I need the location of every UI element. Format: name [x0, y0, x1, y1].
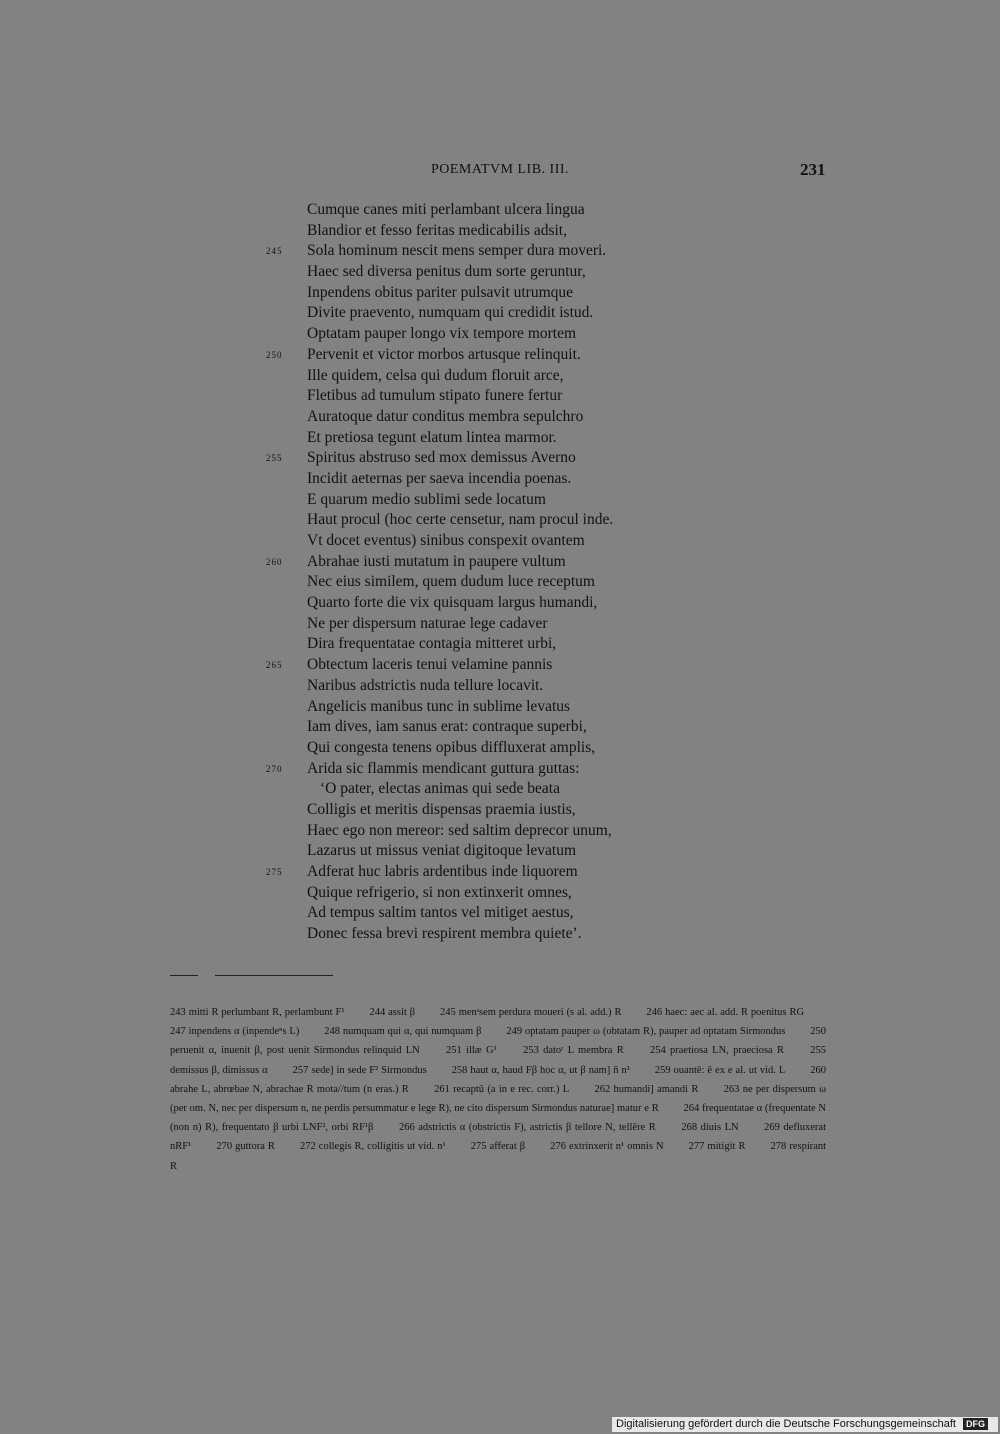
apparatus-note: 264 frequentatae α (frequentate N (non n) R), frequentato β urbi LNF², orbi RF¹β	[170, 1103, 826, 1134]
verse-text: Qui congesta tenens opibus diffluxerat amplis,	[307, 738, 596, 756]
verse-text: Quarto forte die vix quisquam largus humandi,	[307, 594, 598, 612]
verse-text: Spiritus abstruso sed mox demissus Averno	[307, 449, 576, 467]
verse-text: Pervenit et victor morbos artusque relinquit.	[307, 345, 581, 363]
verse-line	[0, 241, 1000, 262]
verse-line	[0, 903, 1000, 924]
verse-line	[0, 800, 1000, 821]
line-number: 255	[266, 453, 283, 464]
verse-line	[0, 883, 1000, 904]
verse-text: Quique refrigerio, si non extinxerit omnes,	[307, 883, 572, 901]
verse-line	[0, 386, 1000, 407]
verse-line	[0, 717, 1000, 738]
apparatus-note: 259 ouantē: ē ex e al. ut vid. L	[654, 1064, 786, 1076]
verse-line	[0, 697, 1000, 718]
critical-apparatus	[170, 1003, 826, 1176]
apparatus-note: 245 menˢsem perdura moueri (s al. add.) R	[440, 1007, 622, 1018]
verse-text: E quarum medio sublimi sede locatum	[307, 490, 546, 508]
credit-text: Digitalisierung gefördert durch die Deutsche Forschungsgemeinschaft	[616, 1418, 956, 1430]
apparatus-note: 246 haec: aec al. add. R poenitus RG	[646, 1007, 805, 1018]
verse-text: ‘O pater, electas animas qui sede beata	[320, 780, 560, 798]
verse-text: Incidit aeternas per saeva incendia poenas.	[307, 469, 572, 487]
apparatus-note: 251 illæ G¹	[446, 1045, 497, 1057]
footnote-rule-short	[170, 975, 198, 976]
verse-text: Vt docet eventus) sinibus conspexit ovantem	[307, 532, 585, 549]
verse-line	[0, 510, 1000, 531]
dfg-logo: DFG	[963, 1418, 988, 1430]
verse-text: Iam dives, iam sanus erat: contraque superbi,	[307, 718, 587, 736]
verse-text: Optatam pauper longo vix tempore mortem	[307, 325, 577, 343]
running-title: POEMATVM LIB. III.	[430, 162, 570, 177]
verse-text: Sola hominum nescit mens semper dura moveri.	[307, 242, 607, 260]
verse-line	[0, 428, 1000, 449]
apparatus-note: 278 respirant R	[170, 1141, 827, 1172]
apparatus-note: 253 datoʳ L membra R	[523, 1045, 624, 1057]
apparatus-note: 255 demissus β, dimissus α	[170, 1045, 827, 1076]
verse-line	[0, 634, 1000, 655]
verse-text: Obtectum laceris tenui velamine pannis	[307, 656, 553, 674]
verse-line	[0, 841, 1000, 862]
verse-text: Auratoque datur conditus membra sepulchro	[307, 407, 584, 425]
line-number: 250	[266, 349, 283, 360]
line-number: 275	[266, 867, 283, 877]
line-number: 260	[266, 556, 283, 567]
apparatus-note: 258 haut α, haud Fβ hoc α, ut β nam] ñ n¹	[451, 1064, 630, 1076]
apparatus-note: 268 diuis LN	[681, 1122, 739, 1134]
verse-line	[0, 262, 1000, 283]
verse-line	[0, 759, 1000, 780]
verse-text: Fletibus ad tumulum stipato funere fertur	[307, 387, 563, 405]
verse-line	[0, 655, 1000, 676]
verse-text: Arida sic flammis mendicant guttura guttas:	[307, 759, 580, 777]
verse-line	[0, 862, 1000, 883]
verse-line	[0, 738, 1000, 759]
verse-text: Angelicis manibus tunc in sublime levatus	[307, 697, 571, 715]
apparatus-note: 243 mitti R perlumbant R, perlambunt F¹	[170, 1007, 345, 1018]
footnote-rule-long	[215, 975, 333, 976]
verse-text: Haec ego non mereor: sed saltim deprecor unum,	[307, 821, 612, 839]
apparatus-note: 250 peruenit α, inuenit β, post uenit Sirmondus relinquid LN	[170, 1026, 827, 1057]
verse-line	[0, 552, 1000, 573]
verse-text: Et pretiosa tegunt elatum lintea marmor.	[307, 428, 557, 446]
verse-line	[0, 593, 1000, 614]
apparatus-note: 277 mitigit R	[688, 1141, 746, 1153]
verse-text: Abrahae iusti mutatum in paupere vultum	[307, 552, 566, 570]
verse-text: Donec fessa brevi respirent membra quiete’.	[307, 925, 582, 943]
apparatus-note: 263 ne per dispersum ω (per om. N, nec per dispersum n, ne perdis persummatur e lege R), ne cito dispersum Sirmondus naturae] matur e R	[170, 1083, 827, 1115]
verse-text: Adferat huc labris ardentibus inde liquorem	[307, 863, 578, 880]
verse-text: Ad tempus saltim tantos vel mitiget aestus,	[307, 904, 574, 922]
verse-text: Ne per dispersum naturae lege cadaver	[307, 614, 548, 632]
verse-line	[0, 821, 1000, 842]
verse-text: Lazarus ut missus veniat digitoque levatum	[307, 842, 577, 860]
apparatus-note: 244 assit β	[369, 1007, 416, 1018]
verse-text: Divite praevento, numquam qui credidit istud.	[307, 304, 594, 322]
digitization-credit	[612, 1417, 998, 1432]
apparatus-note: 257 sede] in sede F² Sirmondus	[292, 1064, 427, 1076]
verse-text: Inpendens obitus pariter pulsavit utrumque	[307, 283, 574, 301]
apparatus-note: 260 abrahe L, abrœbae N, abrachae R mota//tum (n eras.) R	[170, 1064, 826, 1095]
verse-text: Haut procul (hoc certe censetur, nam procul inde.	[307, 511, 614, 529]
verse-line	[0, 200, 1000, 221]
verse-line	[0, 531, 1000, 552]
line-number: 245	[266, 246, 283, 257]
verse-text: Ille quidem, celsa qui dudum floruit arce,	[307, 366, 564, 384]
verse-text: Colligis et meritis dispensas praemia iustis,	[307, 800, 576, 818]
verse-line	[0, 303, 1000, 324]
apparatus-note: 248 numquam qui α, qui numquam β	[324, 1026, 482, 1038]
verse-text: Nec eius similem, quem dudum luce receptum	[307, 573, 595, 591]
apparatus-note: 247 inpendens α (inpendeⁿs L)	[170, 1026, 300, 1038]
verse-line	[0, 324, 1000, 345]
verse-line	[0, 924, 1000, 945]
verse-text: Haec sed diversa penitus dum sorte geruntur,	[307, 263, 586, 281]
apparatus-note: 249 optatam pauper ω (obtatam R), pauper ad optatam Sirmondus	[506, 1026, 786, 1038]
verse-line	[0, 407, 1000, 428]
apparatus-note: 266 adstrictis α (obstrictis F), astrictis β tellore N, tellēre R	[398, 1122, 656, 1134]
verse-line	[0, 448, 1000, 469]
line-number: 270	[266, 763, 283, 774]
verse-line	[0, 283, 1000, 304]
verse-text: Blandior et fesso feritas medicabilis adsit,	[307, 221, 567, 239]
verse-line	[0, 345, 1000, 366]
verse-block	[0, 200, 1000, 945]
apparatus-note: 272 collegis R, colligitis ut vid. n¹	[299, 1141, 446, 1153]
apparatus-note: 261 recaptū (a in e rec. corr.) L	[434, 1083, 570, 1095]
verse-line	[0, 490, 1000, 511]
apparatus-note: 270 guttora R	[216, 1141, 275, 1153]
verse-line	[0, 572, 1000, 593]
apparatus-note: 269 defluxerat nRF¹	[170, 1122, 826, 1153]
apparatus-note: 275 afferat β	[470, 1141, 526, 1153]
line-number: 265	[266, 660, 283, 671]
apparatus-note: 254 praetiosa LN, praeciosa R	[649, 1045, 784, 1057]
verse-line	[0, 779, 1000, 800]
verse-line	[0, 469, 1000, 490]
page-number: 231	[800, 160, 826, 179]
verse-text: Cumque canes miti perlambant ulcera lingua	[307, 201, 585, 218]
verse-text: Naribus adstrictis nuda tellure locavit.	[307, 676, 544, 694]
verse-text: Dira frequentatae contagia mitteret urbi,	[307, 635, 557, 653]
verse-line	[0, 366, 1000, 387]
apparatus-note: 262 humandi] amandi R	[594, 1083, 699, 1095]
verse-line	[0, 614, 1000, 635]
verse-line	[0, 221, 1000, 242]
verse-line	[0, 676, 1000, 697]
apparatus-note: 276 extrinxerit n¹ omnis N	[550, 1141, 664, 1153]
